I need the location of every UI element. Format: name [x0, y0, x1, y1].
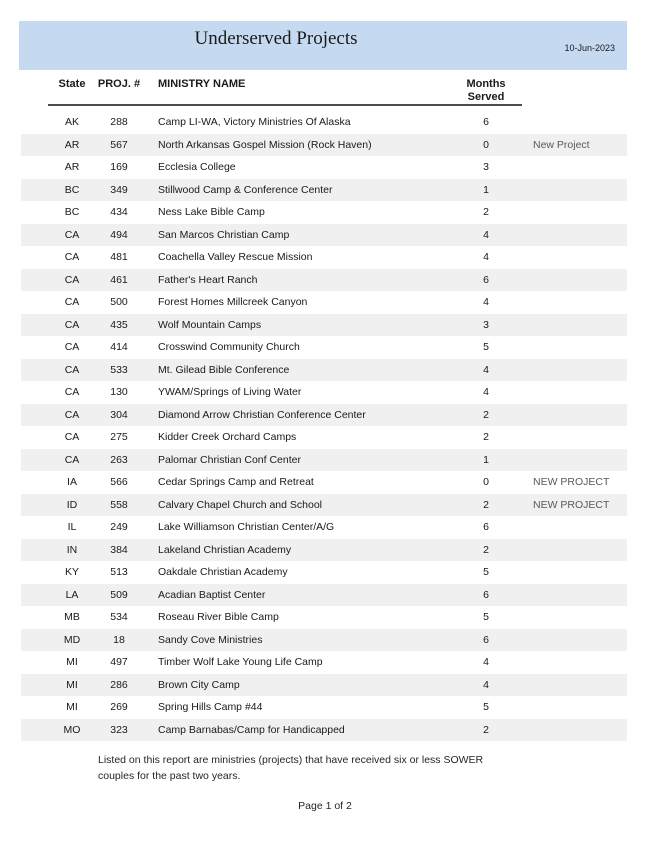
cell-months-served: 5: [483, 611, 489, 623]
cell-state: IA: [67, 476, 77, 488]
cell-months-served: 3: [483, 161, 489, 173]
cell-state: AR: [64, 161, 80, 173]
cell-state: CA: [64, 251, 80, 263]
cell-proj-number: 130: [110, 386, 128, 398]
table-body: [21, 111, 627, 741]
cell-note: [532, 426, 627, 449]
cell-months-served: 4: [483, 656, 489, 668]
header-rule: [48, 104, 522, 106]
column-header-ministry: MINISTRY NAME: [158, 78, 246, 90]
cell-proj-number: 558: [110, 498, 128, 511]
table-row: [21, 156, 627, 179]
table-row: [21, 291, 627, 314]
table-row: [21, 719, 627, 742]
table-row: [21, 516, 627, 539]
cell-proj-number: 461: [110, 273, 128, 286]
cell-proj-number: 304: [110, 408, 128, 421]
cell-months-served: 5: [483, 701, 489, 713]
cell-note: [532, 291, 627, 314]
table-header-row: [21, 78, 627, 104]
cell-note: [532, 539, 627, 562]
cell-ministry-name: Stillwood Camp & Conference Center: [158, 183, 333, 196]
cell-months-served: 4: [483, 296, 489, 308]
cell-months-served: 5: [483, 341, 489, 353]
cell-state: MD: [63, 633, 81, 646]
cell-state: CA: [64, 341, 80, 353]
cell-months-served: 4: [483, 363, 489, 376]
cell-proj-number: 497: [110, 656, 128, 668]
cell-ministry-name: Ness Lake Bible Camp: [158, 206, 265, 218]
cell-ministry-name: Calvary Chapel Church and School: [158, 498, 323, 511]
cell-state: MO: [63, 723, 81, 736]
table-row: [21, 449, 627, 472]
column-header-months: [440, 78, 532, 104]
cell-state: CA: [64, 273, 80, 286]
cell-note: [532, 224, 627, 247]
cell-state: CA: [64, 318, 80, 331]
cell-proj-number: 286: [110, 678, 128, 691]
table-row: [21, 539, 627, 562]
cell-ministry-name: Timber Wolf Lake Young Life Camp: [158, 656, 323, 668]
table-row: [21, 561, 627, 584]
cell-note: [532, 584, 627, 607]
cell-proj-number: 263: [110, 453, 128, 466]
cell-state: CA: [64, 363, 80, 376]
cell-note: [532, 404, 627, 427]
cell-months-served: 2: [483, 408, 489, 421]
table-row: [21, 336, 627, 359]
cell-note: [532, 606, 627, 629]
cell-ministry-name: Cedar Springs Camp and Retreat: [158, 476, 314, 488]
table-row: [21, 629, 627, 652]
cell-note: [532, 674, 627, 697]
column-header-months-line2: Served: [467, 91, 505, 103]
cell-proj-number: 509: [110, 588, 128, 601]
cell-note: [532, 246, 627, 269]
cell-ministry-name: Sandy Cove Ministries: [158, 633, 263, 646]
cell-note: [532, 111, 627, 134]
page-number: Page 1 of 2: [298, 800, 352, 812]
column-header-months-line1: Months: [466, 78, 506, 90]
table-row: [21, 584, 627, 607]
cell-state: KY: [64, 566, 79, 578]
cell-months-served: 0: [483, 138, 489, 151]
table-row: [21, 494, 627, 517]
cell-state: CA: [64, 431, 80, 443]
cell-state: MI: [66, 701, 78, 713]
cell-proj-number: 567: [110, 138, 128, 151]
cell-ministry-name: Brown City Camp: [158, 678, 240, 691]
cell-proj-number: 481: [110, 251, 128, 263]
cell-ministry-name: Coachella Valley Rescue Mission: [158, 251, 313, 263]
cell-note: [532, 179, 627, 202]
cell-state: CA: [64, 386, 80, 398]
cell-state: CA: [64, 453, 80, 466]
cell-state: CA: [64, 228, 80, 241]
cell-state: CA: [64, 296, 80, 308]
cell-state: IL: [67, 521, 77, 533]
cell-ministry-name: Acadian Baptist Center: [158, 588, 266, 601]
cell-note: [532, 336, 627, 359]
cell-proj-number: 533: [110, 363, 128, 376]
cell-state: AR: [64, 138, 80, 151]
footnote-line1: Listed on this report are ministries (projects) that have received six or less SOWER: [98, 754, 484, 766]
cell-ministry-name: Father's Heart Ranch: [158, 273, 258, 286]
cell-ministry-name: Lake Williamson Christian Center/A/G: [158, 521, 335, 533]
cell-ministry-name: San Marcos Christian Camp: [158, 228, 290, 241]
table-row: [21, 179, 627, 202]
table-row: [21, 201, 627, 224]
cell-note: [532, 359, 627, 382]
table-row: [21, 359, 627, 382]
table-row: [21, 381, 627, 404]
cell-months-served: 2: [483, 498, 489, 511]
cell-proj-number: 275: [110, 431, 128, 443]
cell-proj-number: 434: [110, 206, 128, 218]
table-row: [21, 134, 627, 157]
cell-note: [532, 314, 627, 337]
report-date: 10-Jun-2023: [564, 43, 615, 53]
cell-months-served: 6: [483, 116, 489, 128]
cell-state: IN: [66, 543, 78, 556]
column-header-proj: PROJ. #: [97, 78, 141, 90]
cell-months-served: 1: [483, 183, 489, 196]
cell-ministry-name: Diamond Arrow Christian Conference Center: [158, 408, 366, 421]
cell-ministry-name: Oakdale Christian Academy: [158, 566, 288, 578]
table-row: [21, 314, 627, 337]
cell-proj-number: 513: [110, 566, 128, 578]
table-row: [21, 269, 627, 292]
cell-months-served: 4: [483, 386, 489, 398]
cell-months-served: 4: [483, 678, 489, 691]
cell-note: [532, 381, 627, 404]
cell-note: [532, 516, 627, 539]
cell-months-served: 3: [483, 318, 489, 331]
cell-state: ID: [66, 498, 78, 511]
table-row: [21, 224, 627, 247]
cell-months-served: 2: [483, 431, 489, 443]
cell-ministry-name: YWAM/Springs of Living Water: [158, 386, 302, 398]
cell-note: New Project: [533, 138, 590, 151]
cell-months-served: 0: [483, 476, 489, 488]
cell-proj-number: 249: [110, 521, 128, 533]
cell-state: BC: [64, 206, 80, 218]
column-header-state: State: [58, 78, 86, 90]
cell-state: MI: [66, 656, 78, 668]
cell-note: [532, 561, 627, 584]
cell-ministry-name: Kidder Creek Orchard Camps: [158, 431, 297, 443]
table-row: [21, 651, 627, 674]
cell-ministry-name: Forest Homes Millcreek Canyon: [158, 296, 308, 308]
cell-ministry-name: North Arkansas Gospel Mission (Rock Haven): [158, 138, 372, 151]
cell-months-served: 4: [483, 251, 489, 263]
cell-months-served: 1: [483, 453, 489, 466]
cell-ministry-name: Roseau River Bible Camp: [158, 611, 279, 623]
cell-proj-number: 566: [110, 476, 128, 488]
footnote-line2: couples for the past two years.: [98, 769, 241, 782]
table-row: [21, 246, 627, 269]
cell-proj-number: 435: [110, 318, 128, 331]
cell-proj-number: 269: [110, 701, 128, 713]
cell-proj-number: 384: [110, 543, 128, 556]
cell-months-served: 2: [483, 723, 489, 736]
cell-proj-number: 169: [110, 161, 128, 173]
cell-months-served: 6: [483, 633, 489, 646]
header-banner: [19, 21, 627, 70]
cell-state: CA: [64, 408, 80, 421]
table-row: [21, 426, 627, 449]
cell-proj-number: 349: [110, 183, 128, 196]
cell-ministry-name: Ecclesia College: [158, 161, 236, 173]
cell-note: [532, 449, 627, 472]
cell-months-served: 6: [483, 521, 489, 533]
cell-proj-number: 323: [110, 723, 128, 736]
cell-proj-number: 500: [110, 296, 128, 308]
cell-ministry-name: Camp LI-WA, Victory Ministries Of Alaska: [158, 116, 351, 128]
cell-state: AK: [64, 116, 79, 128]
table-row: [21, 606, 627, 629]
cell-note: [532, 719, 627, 742]
cell-note: [532, 156, 627, 179]
cell-months-served: 2: [483, 206, 489, 218]
table-row: [21, 471, 627, 494]
cell-months-served: 2: [483, 543, 489, 556]
cell-proj-number: 534: [110, 611, 128, 623]
page-title: Underserved Projects: [194, 28, 358, 49]
cell-months-served: 6: [483, 588, 489, 601]
cell-ministry-name: Camp Barnabas/Camp for Handicapped: [158, 723, 345, 736]
cell-note: [532, 629, 627, 652]
table-row: [21, 404, 627, 427]
cell-proj-number: 288: [110, 116, 128, 128]
cell-ministry-name: Crosswind Community Church: [158, 341, 300, 353]
cell-ministry-name: Wolf Mountain Camps: [158, 318, 262, 331]
cell-months-served: 5: [483, 566, 489, 578]
cell-state: LA: [65, 588, 79, 601]
cell-note: [532, 269, 627, 292]
cell-months-served: 6: [483, 273, 489, 286]
cell-note: NEW PROJECT: [533, 498, 610, 511]
cell-note: [532, 651, 627, 674]
cell-proj-number: 414: [110, 341, 128, 353]
cell-state: BC: [64, 183, 80, 196]
cell-ministry-name: Mt. Gilead Bible Conference: [158, 363, 290, 376]
cell-months-served: 4: [483, 228, 489, 241]
table-row: [21, 674, 627, 697]
cell-proj-number: 18: [113, 633, 125, 646]
cell-note: NEW PROJECT: [533, 476, 610, 488]
table-row: [21, 111, 627, 134]
cell-state: MI: [66, 678, 78, 691]
column-header-notes: [532, 78, 627, 104]
table-row: [21, 696, 627, 719]
cell-ministry-name: Spring Hills Camp #44: [158, 701, 263, 713]
cell-state: MB: [64, 611, 80, 623]
cell-note: [532, 696, 627, 719]
cell-proj-number: 494: [110, 228, 128, 241]
cell-ministry-name: Lakeland Christian Academy: [158, 543, 292, 556]
cell-ministry-name: Palomar Christian Conf Center: [158, 453, 301, 466]
report-footnote: [98, 753, 538, 784]
cell-note: [532, 201, 627, 224]
